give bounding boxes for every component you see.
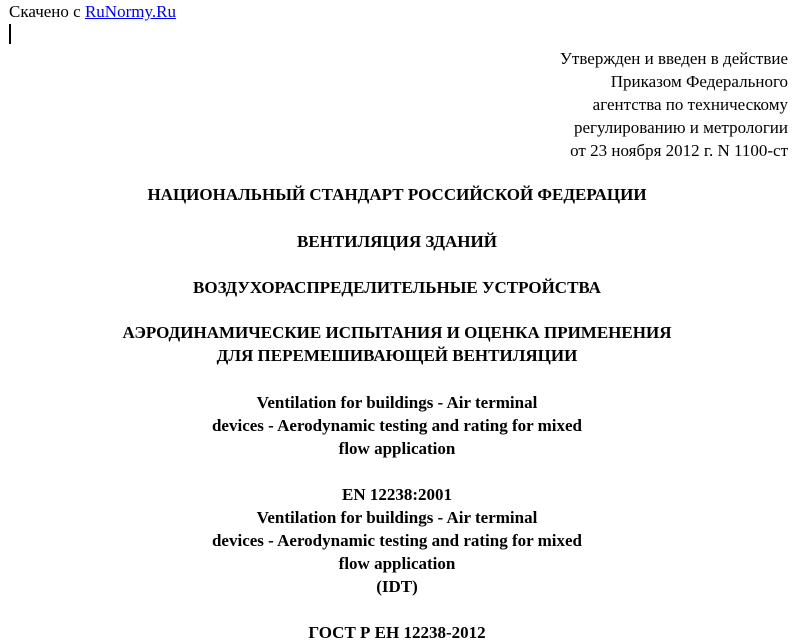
approval-line: Утвержден и введен в действие bbox=[559, 49, 788, 68]
approval-line: регулированию и метрологии bbox=[573, 118, 788, 137]
equivalence-mark: (IDT) bbox=[376, 577, 418, 596]
subject-title: ВЕНТИЛЯЦИЯ ЗДАНИЙ bbox=[297, 232, 497, 251]
english-title-line: Ventilation for buildings - Air terminal bbox=[256, 393, 538, 412]
en-title-line: flow application bbox=[338, 554, 456, 573]
document-title-line: ДЛЯ ПЕРЕМЕШИВАЮЩЕЙ ВЕНТИЛЯЦИИ bbox=[216, 346, 578, 365]
approval-line: от 23 ноября 2012 г. N 1100-ст bbox=[570, 141, 788, 160]
approval-block bbox=[560, 47, 788, 162]
en-title-line: devices - Aerodynamic testing and rating for mixed bbox=[211, 531, 583, 550]
section-title: ВОЗДУХОРАСПРЕДЕЛИТЕЛЬНЫЕ УСТРОЙСТВА bbox=[193, 278, 601, 297]
gost-code: ГОСТ Р ЕН 12238-2012 bbox=[308, 623, 486, 642]
text-cursor bbox=[9, 24, 11, 44]
approval-line: агентства по техническому bbox=[592, 95, 788, 114]
en-title-line: Ventilation for buildings - Air terminal bbox=[256, 508, 538, 527]
english-title-line: devices - Aerodynamic testing and rating for mixed bbox=[211, 416, 583, 435]
english-title-line: flow application bbox=[338, 439, 456, 458]
source-line bbox=[9, 2, 176, 22]
document-title-line: АЭРОДИНАМИЧЕСКИЕ ИСПЫТАНИЯ И ОЦЕНКА ПРИМЕНЕНИЯ bbox=[122, 323, 672, 342]
en-code: EN 12238:2001 bbox=[341, 485, 453, 504]
national-standard-title: НАЦИОНАЛЬНЫЙ СТАНДАРТ РОССИЙСКОЙ ФЕДЕРАЦИИ bbox=[147, 185, 647, 204]
approval-line: Приказом Федерального bbox=[610, 72, 788, 91]
source-link[interactable]: RuNormy.Ru bbox=[84, 2, 176, 21]
source-prefix: Скачено с bbox=[9, 2, 85, 21]
